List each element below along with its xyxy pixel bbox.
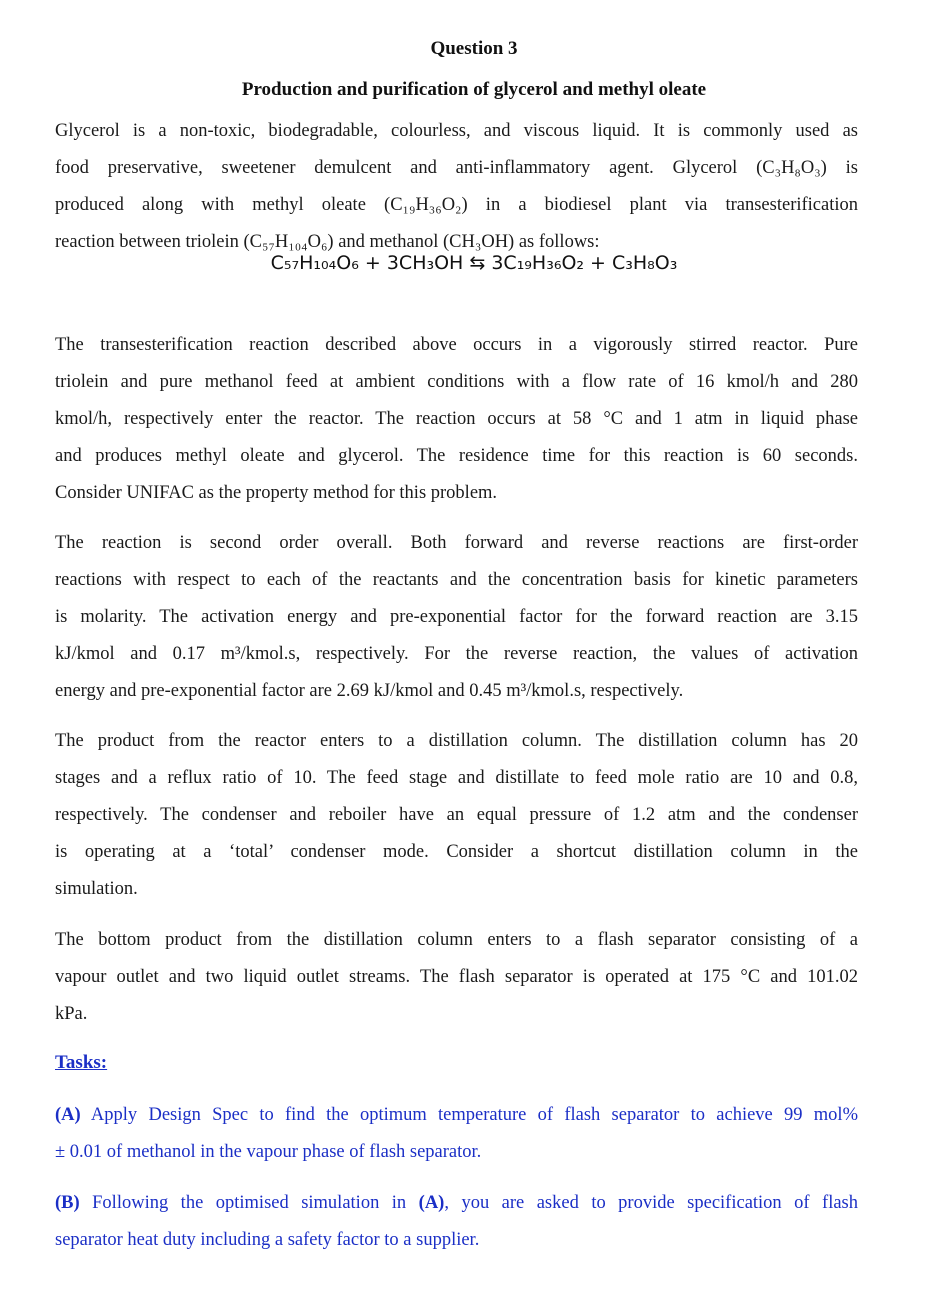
text-line: vapour outlet and two liquid outlet streams. The flash separator is operated at 175 °C and 101.02 — [55, 967, 858, 987]
question-title: Production and purification of glycerol and methyl oleate — [241, 79, 707, 100]
text-line: respectively. The condenser and reboiler have an equal pressure of 1.2 atm and the condenser — [55, 805, 858, 825]
paragraph-intro — [55, 113, 858, 261]
task-b — [55, 1185, 858, 1259]
question-number: Question 3 — [430, 38, 518, 59]
text-line: and produces methyl oleate and glycerol. The residence time for this reaction is 60 seconds. — [55, 446, 858, 466]
paragraph-distillation — [55, 723, 858, 908]
task-a-text: Apply Design Spec to find the optimum temperature of flash separator to achieve 99 mol% — [80, 1105, 858, 1125]
text-line: produced along with methyl oleate (C₁₉H₃₆O₂) in a biodiesel plant via transesterification — [55, 195, 858, 215]
text-line: simulation. — [55, 879, 138, 899]
task-b-label: (B) — [55, 1193, 80, 1213]
tasks-heading: Tasks: — [55, 1052, 108, 1073]
text-line: The product from the reactor enters to a distillation column. The distillation column has 20 — [55, 731, 858, 751]
task-b-text-cont: , you are asked to provide specification of flash — [444, 1193, 858, 1213]
text-line: is operating at a ‘total’ condenser mode. Consider a shortcut distillation column in the — [55, 842, 858, 862]
text-line: energy and pre-exponential factor are 2.69 kJ/kmol and 0.45 m³/kmol.s, respectively. — [55, 681, 684, 701]
task-a-label: (A) — [55, 1105, 81, 1125]
text-line: stages and a reflux ratio of 10. The feed stage and distillate to feed mole ratio are 10 and 0.8, — [55, 768, 858, 788]
paragraph-kinetics — [55, 525, 858, 710]
text-line: Consider UNIFAC as the property method for this problem. — [55, 483, 498, 503]
text-line: food preservative, sweetener demulcent and anti-inflammatory agent. Glycerol (C₃H₈O₃) is — [55, 158, 858, 178]
text-line: kPa. — [55, 1004, 88, 1024]
task-b-text: Following the optimised simulation in — [79, 1193, 419, 1213]
text-line — [55, 1185, 858, 1222]
text-line: reaction between triolein (C₅₇H₁₀₄O₆) and methanol (CH₃OH) as follows: — [55, 232, 600, 252]
text-line: triolein and pure methanol feed at ambient conditions with a flow rate of 16 kmol/h and 280 — [55, 372, 858, 392]
paragraph-reactor — [55, 327, 858, 512]
text-line: kmol/h, respectively enter the reactor. The reaction occurs at 58 °C and 1 atm in liquid phase — [55, 409, 858, 429]
text-line: separator heat duty including a safety factor to a supplier. — [55, 1230, 480, 1250]
task-a — [55, 1097, 858, 1171]
paragraph-flash — [55, 922, 858, 1033]
text-line: ± 0.01 of methanol in the vapour phase of flash separator. — [55, 1142, 482, 1162]
reaction-equation: C₅₇H₁₀₄O₆ + 3CH₃OH ⇆ 3C₁₉H₃₆O₂ + C₃H₈O₃ — [270, 252, 678, 274]
text-line: The transesterification reaction described above occurs in a vigorously stirred reactor. Pure — [55, 335, 858, 355]
text-line: The bottom product from the distillation column enters to a flash separator consisting of a — [55, 930, 858, 950]
text-line: Glycerol is a non-toxic, biodegradable, colourless, and viscous liquid. It is commonly used as — [55, 121, 858, 141]
text-line: kJ/kmol and 0.17 m³/kmol.s, respectively. For the reverse reaction, the values of activation — [55, 644, 858, 664]
text-line: is molarity. The activation energy and pre-exponential factor for the forward reaction are 3.15 — [55, 607, 858, 627]
text-line: The reaction is second order overall. Both forward and reverse reactions are first-order — [55, 533, 858, 553]
task-b-reference: (A) — [418, 1193, 445, 1213]
text-line — [55, 1097, 858, 1134]
text-line: reactions with respect to each of the reactants and the concentration basis for kinetic parameters — [55, 570, 858, 590]
